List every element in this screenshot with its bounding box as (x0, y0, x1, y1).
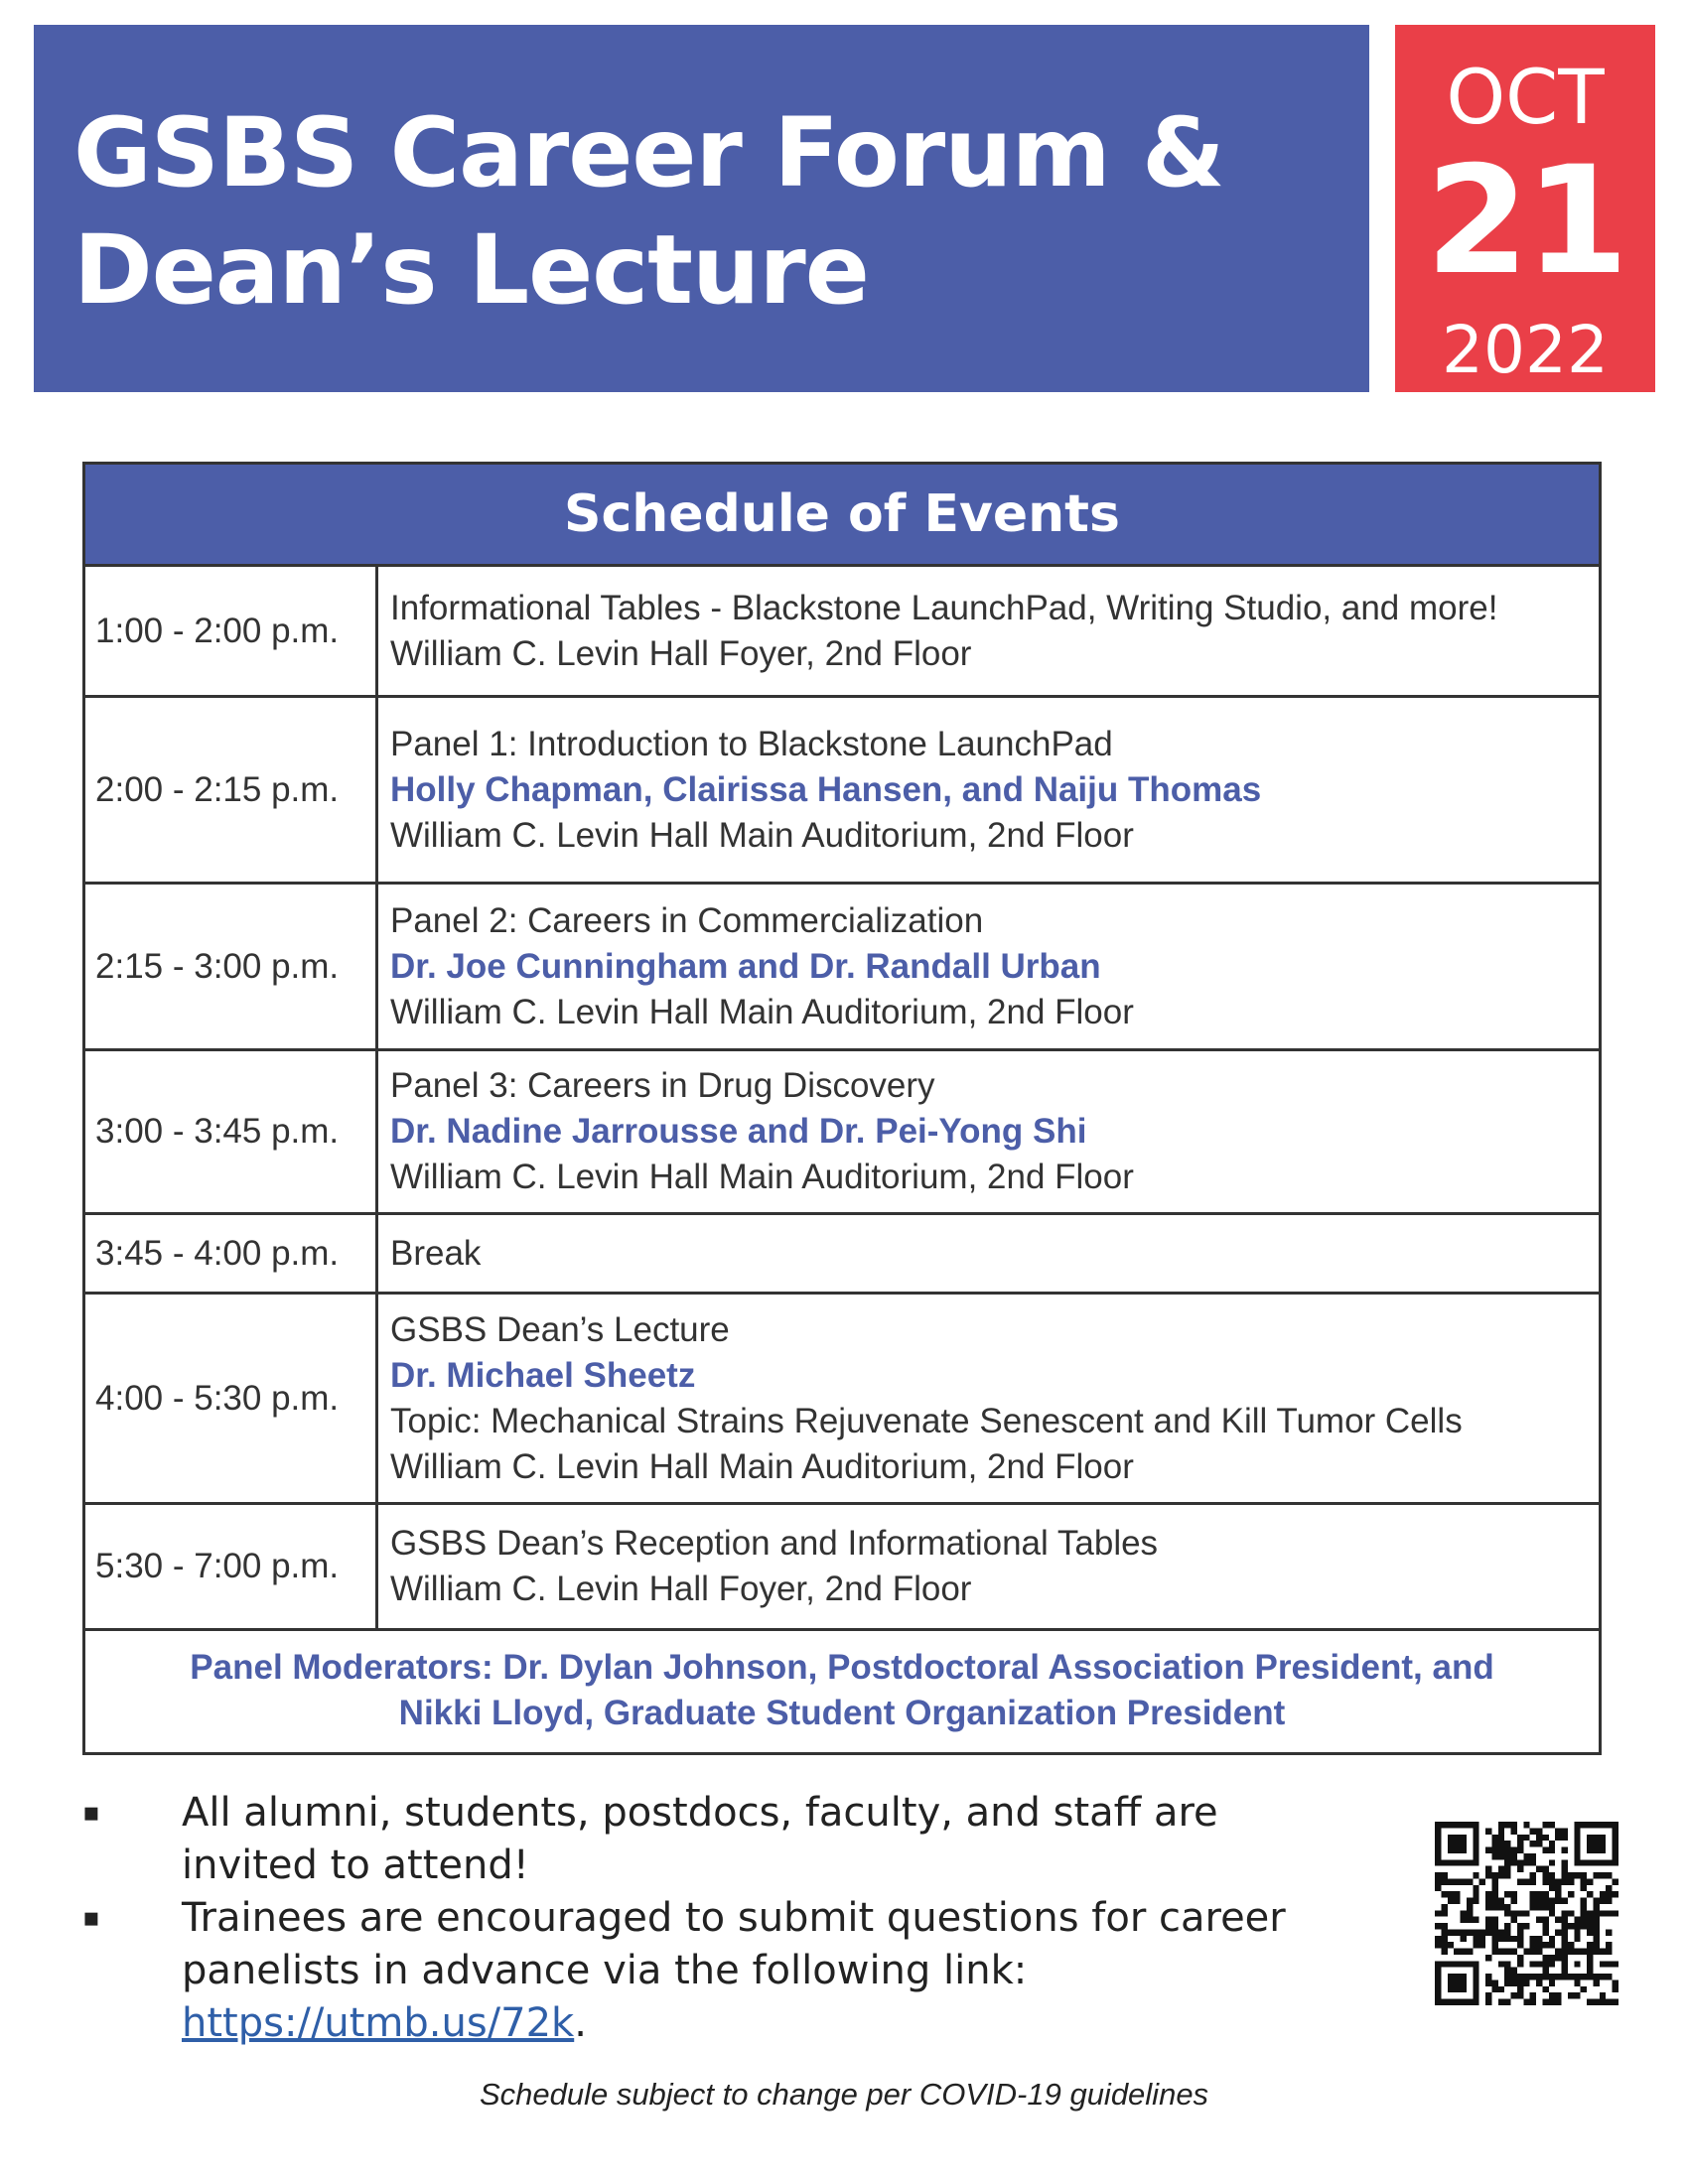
detail-cell (378, 567, 1599, 695)
time-cell: 4:00 - 5:30 p.m. (85, 1295, 378, 1502)
detail-cell (378, 698, 1599, 882)
note1-line2: invited to attend! (182, 1843, 529, 1888)
schedule-heading: Schedule of Events (85, 465, 1599, 567)
qr-code-icon[interactable] (1435, 1822, 1618, 2005)
event-description: GSBS Dean’s Reception and Informational Tables (390, 1524, 1159, 1563)
event-topic: Topic: Mechanical Strains Rejuvenate Senescent and Kill Tumor Cells (390, 1401, 1463, 1440)
schedule-table (82, 462, 1602, 1755)
event-location: William C. Levin Hall Main Auditorium, 2nd Floor (390, 1158, 1134, 1196)
date-day: 21 (1425, 135, 1625, 308)
note2-prefix: panelists in advance via the following link: (182, 1948, 1028, 1993)
event-speakers: Holly Chapman, Clairissa Hansen, and Naiju Thomas (390, 769, 1262, 809)
date-month: OCT (1446, 53, 1605, 141)
time-cell: 5:30 - 7:00 p.m. (85, 1505, 378, 1628)
event-description: Informational Tables - Blackstone LaunchPad, Writing Studio, and more! (390, 588, 1498, 627)
event-location: William C. Levin Hall Main Auditorium, 2nd Floor (390, 815, 1134, 855)
event-location: William C. Levin Hall Foyer, 2nd Floor (390, 1570, 972, 1608)
note-text (182, 1787, 1403, 1892)
event-description: Panel 1: Introduction to Blackstone LaunchPad (390, 724, 1113, 763)
note-text (182, 1892, 1403, 2050)
title-banner (34, 25, 1369, 392)
event-speakers: Dr. Joe Cunningham and Dr. Randall Urban (390, 946, 1101, 986)
date-year: 2022 (1442, 312, 1609, 388)
footer-disclaimer: Schedule subject to change per COVID-19 guidelines (479, 2077, 1209, 2112)
time-cell: 2:15 - 3:00 p.m. (85, 885, 378, 1048)
detail-cell (378, 1505, 1599, 1628)
bullet-icon: ▪ (82, 1903, 100, 1933)
bullet-icon: ▪ (82, 1798, 100, 1828)
event-description: Panel 3: Careers in Drug Discovery (390, 1066, 935, 1105)
event-title-line1: GSBS Career Forum & (73, 97, 1224, 208)
event-speakers: Dr. Nadine Jarrousse and Dr. Pei-Yong Shi (390, 1112, 1087, 1151)
panel-moderators (85, 1631, 1599, 1752)
event-location: William C. Levin Hall Main Auditorium, 2nd Floor (390, 1446, 1134, 1486)
note2-line2 (182, 1945, 1403, 2050)
detail-cell (378, 1051, 1599, 1212)
moderators-line2: Nikki Lloyd, Graduate Student Organization President (398, 1694, 1286, 1732)
event-location: William C. Levin Hall Foyer, 2nd Floor (390, 633, 972, 673)
time-cell: 3:00 - 3:45 p.m. (85, 1051, 378, 1212)
questions-link[interactable]: https://utmb.us/72k (182, 2000, 575, 2046)
event-description: GSBS Dean’s Lecture (390, 1309, 730, 1349)
schedule-row (85, 567, 1599, 698)
note2-suffix: . (574, 2000, 587, 2046)
event-location: William C. Levin Hall Main Auditorium, 2nd Floor (390, 992, 1134, 1031)
moderators-line1: Panel Moderators: Dr. Dylan Johnson, Postdoctoral Association President, and (190, 1648, 1494, 1687)
detail-cell (378, 1215, 1599, 1292)
note2-line1: Trainees are encouraged to submit questions for career (182, 1895, 1286, 1941)
schedule-row (85, 885, 1599, 1051)
note-item (82, 1787, 1403, 1892)
schedule-row (85, 1215, 1599, 1295)
event-title-line2: Dean’s Lecture (73, 214, 869, 326)
notes-list (82, 1787, 1403, 2050)
detail-cell (378, 1295, 1599, 1502)
event-description: Panel 2: Careers in Commercialization (390, 900, 984, 940)
time-cell: 3:45 - 4:00 p.m. (85, 1215, 378, 1292)
schedule-row (85, 1051, 1599, 1215)
schedule-row (85, 1295, 1599, 1505)
date-badge (1395, 25, 1655, 392)
event-title (73, 94, 1369, 329)
detail-cell (378, 885, 1599, 1048)
note-item (82, 1892, 1403, 2050)
event-speakers: Dr. Michael Sheetz (390, 1355, 696, 1395)
event-description: Break (390, 1233, 482, 1273)
note1-line1: All alumni, students, postdocs, faculty, and staff are (182, 1790, 1218, 1836)
time-cell: 2:00 - 2:15 p.m. (85, 698, 378, 882)
schedule-row (85, 1505, 1599, 1631)
schedule-row (85, 698, 1599, 885)
time-cell: 1:00 - 2:00 p.m. (85, 567, 378, 695)
